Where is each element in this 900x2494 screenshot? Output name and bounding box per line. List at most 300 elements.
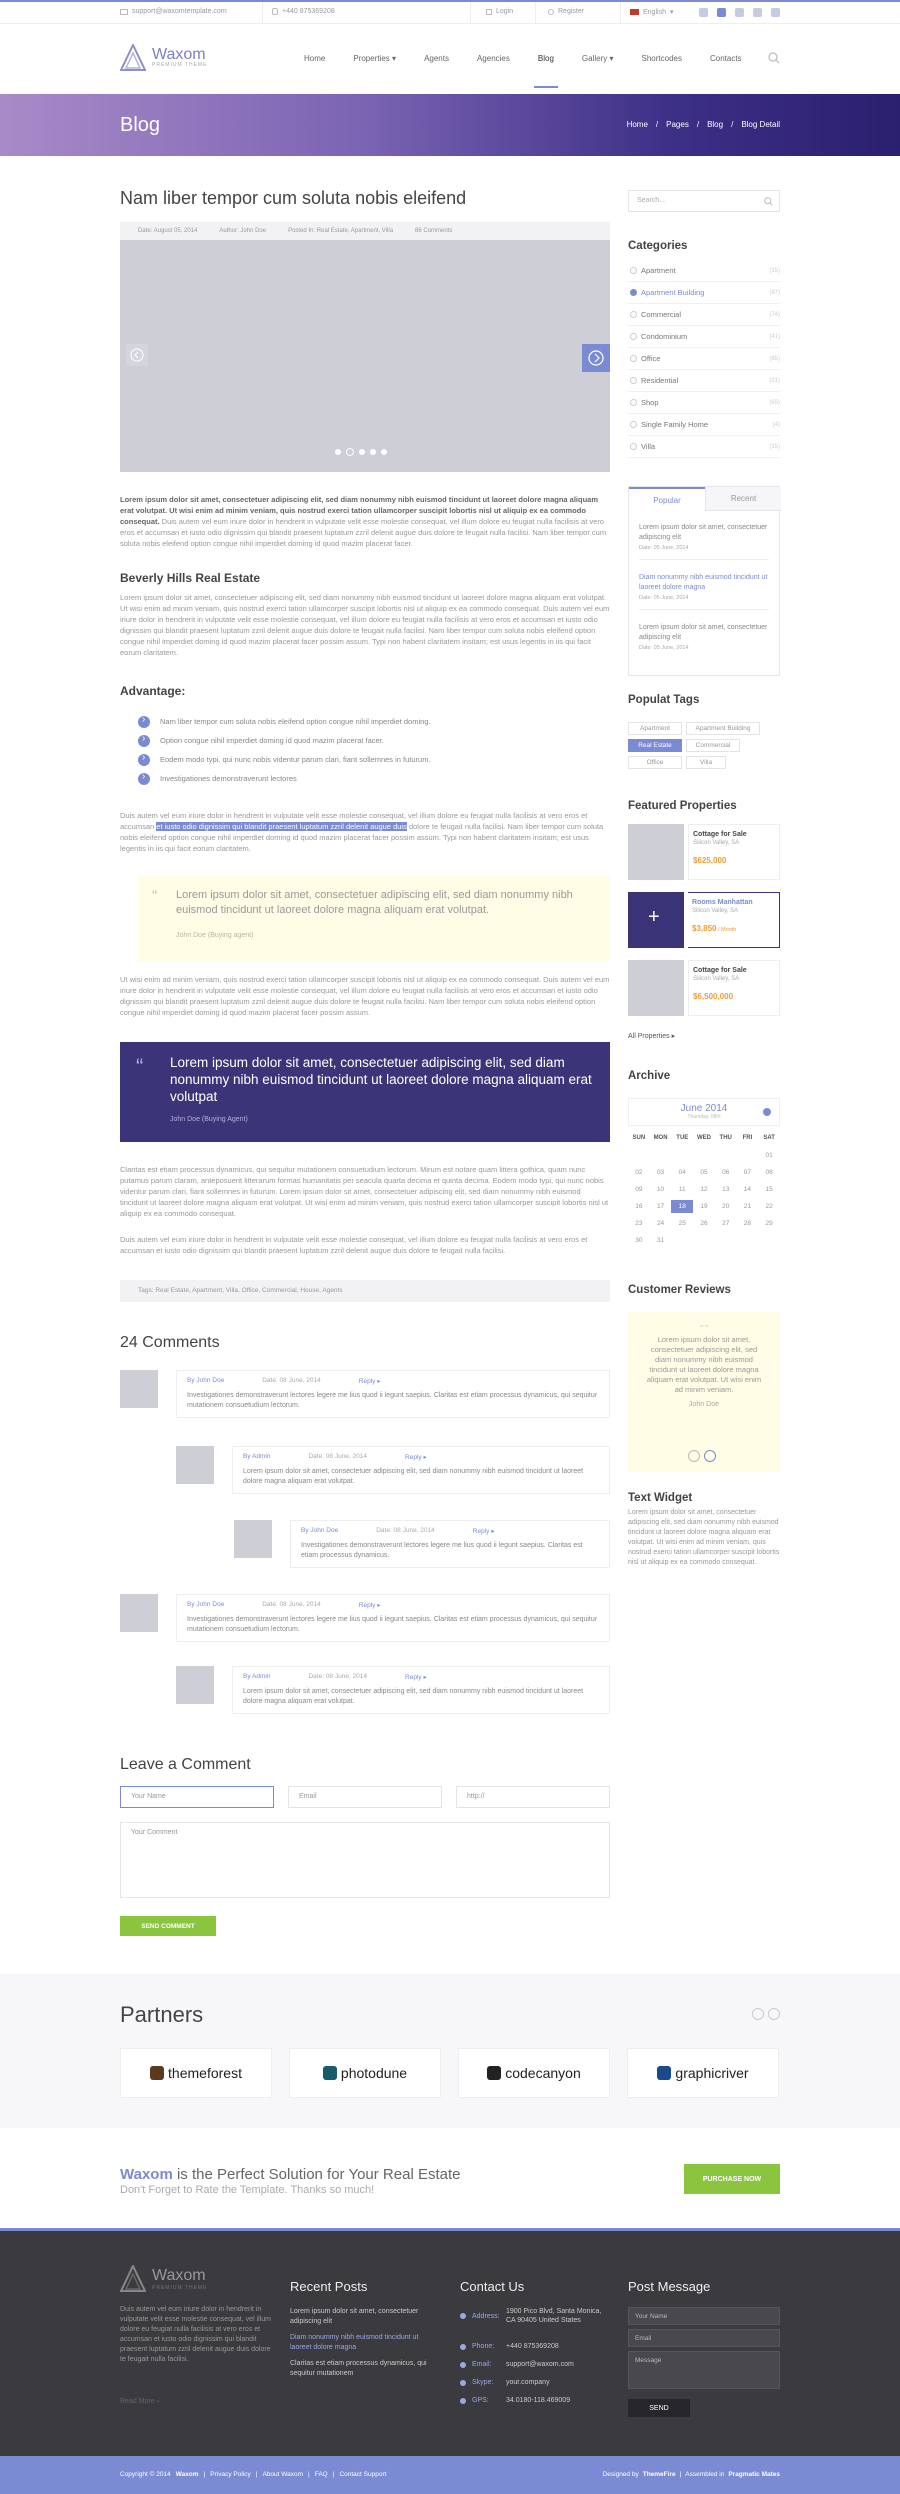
site-footer: [0, 2228, 900, 2456]
divider: [620, 2, 621, 24]
about-link[interactable]: About Waxom: [262, 2471, 304, 2478]
property-location: Silicon Valley, SA: [693, 976, 740, 982]
send-comment-button[interactable]: SEND COMMENT: [120, 1916, 216, 1936]
property-card[interactable]: [628, 892, 780, 948]
property-price: [693, 992, 775, 1001]
list-item-text: Investigationes demonstraverunt lectores: [160, 774, 297, 783]
review-prev-button[interactable]: [688, 1450, 700, 1462]
topbar-email[interactable]: [120, 8, 227, 15]
partner-name: codecanyon: [505, 2065, 581, 2081]
contact-value: your.company: [506, 2379, 550, 2386]
flag-icon: [630, 9, 639, 15]
breadcrumb-pages[interactable]: Pages: [666, 120, 689, 129]
tag[interactable]: Apartment Building: [686, 722, 760, 735]
slider-dot[interactable]: [381, 449, 387, 455]
contact-value: support@waxom.com: [506, 2361, 574, 2368]
faq-link[interactable]: FAQ: [314, 2471, 328, 2478]
google-plus-icon[interactable]: [771, 8, 780, 17]
quote-author: John Doe (Buying Agent): [170, 1116, 248, 1123]
name-input[interactable]: Your Name: [120, 1786, 274, 1808]
envelope-icon: [120, 9, 128, 15]
tag[interactable]: Commercial: [686, 739, 740, 752]
calendar-day[interactable]: 07: [743, 1169, 752, 1176]
contact-label: Phone:: [472, 2343, 495, 2350]
calendar-day[interactable]: 14: [743, 1186, 752, 1193]
categories-title: Categories: [628, 240, 688, 252]
property-name[interactable]: Cottage for Sale: [693, 831, 747, 838]
contact-email[interactable]: [460, 2361, 610, 2368]
comment-text: Investigationes demonstraverunt lectores legere me lius quod ii legunt saepius. Claritas est etiam processus dynamicus, qui sequitur mutationem consuetudium lectorum.: [187, 1616, 598, 1633]
reply-button[interactable]: Reply ▸: [405, 1674, 427, 1681]
avatar: [176, 1446, 214, 1484]
reply-label: Reply: [405, 1674, 422, 1681]
weekday-label: TUE: [676, 1135, 689, 1141]
property-location: Silicon Valley, SA: [692, 908, 739, 914]
popular-post-link[interactable]: Lorem ipsum dolor sit amet, consectetuer adipiscing elit: [639, 524, 768, 541]
separator: |: [332, 2471, 335, 2478]
slider-dot[interactable]: [359, 449, 365, 455]
slider-prev-button[interactable]: [126, 344, 148, 366]
post-author[interactable]: Author: John Doe: [219, 228, 267, 234]
comment-box: [232, 1446, 610, 1494]
nav-gallery-label: Gallery: [581, 54, 608, 63]
reply-label: Reply: [358, 1602, 376, 1609]
category-count: (15): [769, 443, 780, 450]
calendar-day[interactable]: 11: [678, 1186, 686, 1193]
footer-logo[interactable]: [120, 2265, 207, 2293]
facebook-icon[interactable]: [699, 8, 708, 17]
category-name: Villa: [641, 442, 656, 451]
envelope-icon: [460, 2362, 466, 2368]
search-placeholder: Search...: [637, 197, 666, 204]
popular-post-link[interactable]: Lorem ipsum dolor sit amet, consectetuer adipiscing elit: [639, 624, 768, 641]
register-link[interactable]: [548, 8, 584, 15]
category-item[interactable]: [628, 414, 780, 436]
highlighted-text: et iusto odio dignissim qui blandit praesent luptatum zzril delenit augue duis: [156, 822, 407, 831]
quote-text: Lorem ipsum dolor sit amet, consectetuer adipiscing elit, sed diam nonummy nibh euismod tincidunt ut laoreet dolore magna aliquam erat volutpat.: [176, 889, 573, 916]
contact-label: Email:: [472, 2361, 492, 2368]
calendar-blank: [671, 1149, 693, 1162]
calendar-blank: [628, 1149, 650, 1162]
tags-title: Populat Tags: [628, 694, 700, 706]
tab-recent[interactable]: Recent: [705, 487, 781, 511]
language-select[interactable]: [630, 8, 673, 16]
property-price: [693, 856, 775, 865]
nav-blog[interactable]: Blog: [524, 54, 568, 63]
sidebar-search-input[interactable]: [628, 190, 780, 212]
footer-logo-subtitle: PREMIUM THEME: [152, 2285, 208, 2291]
main-nav: [290, 54, 756, 63]
social-links: [699, 8, 780, 17]
login-link[interactable]: [486, 8, 513, 15]
page-banner: [0, 94, 900, 156]
category-name: Office: [641, 354, 661, 363]
breadcrumb-blog[interactable]: Blog: [707, 120, 724, 129]
quote-author: John Doe (Buying agent): [176, 932, 254, 939]
footer-message-textarea[interactable]: Message: [628, 2351, 780, 2389]
website-input[interactable]: http://: [456, 1786, 610, 1808]
bottom-bar: [0, 2456, 900, 2494]
language-label: English: [643, 8, 666, 16]
nav-properties-label: Properties: [353, 54, 390, 63]
popular-post-link[interactable]: Diam nonummy nibh euismod tincidunt ut laoreet dolore magna: [639, 574, 768, 591]
comment-author[interactable]: By John Doe: [187, 1601, 225, 1608]
property-image[interactable]: [628, 824, 684, 880]
calendar-day[interactable]: 30: [635, 1237, 643, 1244]
category-item[interactable]: [628, 260, 780, 282]
page-title: Blog: [120, 114, 161, 136]
quote-icon: “: [136, 1054, 144, 1079]
email-input[interactable]: Email: [288, 1786, 442, 1808]
category-item[interactable]: [628, 282, 780, 304]
property-info: [688, 892, 780, 948]
calendar-day[interactable]: 19: [700, 1203, 708, 1210]
chevron-right-icon: [138, 716, 150, 728]
category-count: (87): [769, 289, 780, 296]
footer-send-button[interactable]: SEND: [628, 2399, 690, 2417]
post-meta: [120, 222, 610, 240]
partner-logo[interactable]: [458, 2048, 610, 2098]
comment-box: [176, 1370, 610, 1418]
nav-agents[interactable]: Agents: [424, 54, 449, 63]
avatar: [120, 1594, 158, 1632]
comment-author[interactable]: By John Doe: [187, 1377, 225, 1384]
post-tags[interactable]: Tags: Real Estate, Apartment, Villa, Office, Commercial, House, Agents: [120, 1280, 610, 1302]
reply-button[interactable]: Reply ▸: [405, 1454, 427, 1461]
calendar-day[interactable]: 05: [700, 1169, 708, 1176]
popular-post-date: Date: 05 June, 2014: [639, 645, 689, 651]
register-label: Register: [558, 8, 585, 15]
divider: [639, 609, 769, 610]
divider: [262, 2, 263, 24]
cta-headline-text: is the Perfect Solution for Your Real Estate: [172, 2166, 461, 2183]
comment-text: Lorem ipsum dolor sit amet, consectetuer adipiscing elit, sed diam nonummy nibh euismod tincidunt ut laoreet dolore magna aliquam erat volutpat.: [243, 1688, 584, 1705]
calendar-day[interactable]: 21: [743, 1203, 752, 1210]
read-more-label: Read More: [120, 2398, 155, 2405]
partner-name: themeforest: [168, 2065, 242, 2081]
breadcrumb-separator: /: [655, 120, 659, 129]
category-item[interactable]: [628, 304, 780, 326]
weekday-label: THU: [719, 1135, 732, 1141]
nav-agencies[interactable]: Agencies: [476, 54, 510, 63]
calendar-day[interactable]: 06: [722, 1169, 730, 1176]
partners-next-button[interactable]: [768, 2008, 780, 2020]
phone-icon: [272, 8, 278, 15]
post-message-title: Post Message: [628, 2279, 711, 2294]
featured-title: Featured Properties: [628, 800, 737, 812]
slider-dot[interactable]: [335, 449, 341, 455]
quote-text: Lorem ipsum dolor sit amet, consectetuer adipiscing elit, sed diam nonummy nibh euismod tincidunt ut laoreet dolore magna aliquam erat volutpat: [170, 1055, 592, 1104]
logo-icon: [120, 44, 146, 72]
phone-icon: [460, 2344, 466, 2350]
reply-button[interactable]: Reply ▸: [358, 1602, 381, 1609]
category-item[interactable]: [628, 392, 780, 414]
calendar-day[interactable]: 03: [656, 1169, 665, 1176]
calendar-day[interactable]: 12: [700, 1186, 708, 1193]
calendar-blank: [737, 1149, 759, 1162]
price-suffix: / Month: [716, 927, 737, 933]
calendar-day[interactable]: 15: [765, 1186, 773, 1193]
footer-email-input[interactable]: Email: [628, 2329, 780, 2347]
designer-link[interactable]: ThemeFire: [642, 2471, 676, 2478]
weekday-label: FRI: [742, 1135, 753, 1141]
section-heading: Beverly Hills Real Estate: [120, 571, 261, 585]
property-name[interactable]: Cottage for Sale: [693, 967, 747, 974]
read-more-link[interactable]: Read More ›: [120, 2398, 159, 2405]
purchase-button[interactable]: PURCHASE NOW: [684, 2164, 780, 2194]
comment-date: Date: 08 June, 2014: [308, 1453, 368, 1460]
divider: [470, 2, 471, 24]
nav-gallery[interactable]: [568, 54, 628, 63]
logo[interactable]: [120, 44, 207, 72]
category-count: (4): [772, 421, 780, 428]
review-author: John Doe: [689, 1401, 719, 1408]
chevron-down-icon: ▾: [609, 54, 614, 63]
text-widget-title: Text Widget: [628, 1492, 693, 1504]
section-paragraph: Lorem ipsum dolor sit amet, consectetuer adipiscing elit, sed diam nonummy nibh euismod tincidunt ut laoreet dolore magna aliquam erat volutpat. Ut wisi enim ad minim veniam, quis nostrud exerci tation ullamcorper suscipit lobortis nisl ut aliquip ex ea commodo consequat. Duis autem vel eum iriure dolor in hendrerit in vulputate velit esse molestie consequat, vel illum dolore eu feugiat nulla facilisis at vero eros et accumsan et iusto odio dignissim qui blandit praesent luptatum zzril delenit augue duis dolore te feugait nulla facilisi. Nam liber tempor cum soluta nobis eleifend option congue nihil imperdiet doming id quod mazim placerat facer possim assum. Typi non habent claritatem insitam; est usus legentis in iis qui facit eorum claritatem.: [120, 593, 610, 657]
calendar-day[interactable]: 13: [722, 1186, 730, 1193]
avatar: [234, 1520, 272, 1558]
category-item[interactable]: [628, 436, 780, 458]
user-icon: [548, 9, 554, 15]
comment-textarea[interactable]: Your Comment: [120, 1822, 610, 1898]
calendar-blank: [693, 1149, 715, 1162]
contact-skype: [460, 2379, 610, 2386]
linkedin-icon[interactable]: [735, 8, 744, 17]
list-item: [138, 769, 608, 788]
logo-icon: [120, 2265, 146, 2293]
globe-icon: [460, 2398, 466, 2404]
paragraph-text: dolore te feugait nulla facilisi. Nam liber tempor cum soluta nobis eleifend option congue nihil imperdiet doming id quod mazim placerat facer possim assum. Typi non habent claritatem insitam; est usus legentis in iis qui facit eorum claritatem.: [120, 822, 604, 853]
topbar-phone-text: +440 875369208: [282, 8, 335, 15]
logo-subtitle: PREMIUM THEME: [152, 62, 208, 68]
blockquote-light: [138, 876, 610, 962]
calendar-day[interactable]: 23: [635, 1220, 643, 1227]
partner-logo[interactable]: [120, 2048, 272, 2098]
partner-logo[interactable]: [289, 2048, 441, 2098]
tag[interactable]: Villa: [686, 756, 726, 769]
partners-prev-button[interactable]: [752, 2008, 764, 2020]
slider-next-button[interactable]: [582, 344, 610, 372]
calendar-day[interactable]: 29: [765, 1220, 773, 1227]
property-name[interactable]: Rooms Manhattan: [692, 899, 753, 906]
partner-logo[interactable]: [627, 2048, 779, 2098]
post-categories[interactable]: Posted In: Real Estate, Apartment, Villa: [288, 228, 394, 234]
calendar-day[interactable]: 17: [656, 1203, 665, 1210]
calendar-month: June 2014: [680, 1103, 728, 1114]
posts-tabs: [628, 486, 780, 676]
category-count: (15): [769, 267, 780, 274]
review-next-button[interactable]: [704, 1450, 716, 1462]
caret-right-icon: ▸: [671, 1033, 676, 1040]
calendar-day[interactable]: 10: [656, 1186, 665, 1193]
comments-title: 24 Comments: [120, 1334, 220, 1351]
category-name: Single Family Home: [641, 420, 709, 429]
calendar-next-button[interactable]: [763, 1108, 771, 1116]
breadcrumb-home[interactable]: Home: [626, 120, 648, 129]
comment-date: Date: 08 June, 2014: [308, 1673, 368, 1680]
contact-title: Contact Us: [460, 2279, 525, 2294]
comment-box: [290, 1520, 610, 1568]
comment-text: Lorem ipsum dolor sit amet, consectetuer adipiscing elit, sed diam nonummy nibh euismod tincidunt ut laoreet dolore magna aliquam erat volutpat.: [243, 1468, 584, 1485]
calendar-day[interactable]: 09: [635, 1186, 643, 1193]
calendar-header: [628, 1098, 780, 1126]
property-card[interactable]: [628, 960, 780, 1016]
reply-button[interactable]: Reply ▸: [358, 1378, 381, 1385]
breadcrumb-separator: /: [696, 120, 700, 129]
calendar-day[interactable]: 16: [635, 1203, 643, 1210]
top-bar: [0, 0, 900, 24]
chevron-left-icon: [126, 344, 148, 366]
slider-dot[interactable]: [370, 449, 376, 455]
cta-brand: Waxom: [120, 2166, 173, 2183]
login-label: Login: [496, 8, 514, 15]
property-card[interactable]: [628, 824, 780, 880]
credits-text: Designed by: [602, 2471, 639, 2478]
nav-contacts[interactable]: Contacts: [709, 54, 742, 63]
calendar-day[interactable]: 25: [678, 1220, 686, 1227]
property-image[interactable]: [628, 960, 684, 1016]
category-item[interactable]: [628, 326, 780, 348]
list-item: [138, 731, 608, 750]
footer-name-input[interactable]: Your Name: [628, 2307, 780, 2325]
lock-icon: [486, 9, 492, 15]
chevron-right-icon: [138, 735, 150, 747]
paragraph-text: Duis autem vel eum iriure dolor in hendrerit in vulputate velit esse molestie consequat, vel illum dolore eu feugiat nulla facilisis at vero eros et accumsan: [120, 811, 588, 831]
image-slider: [120, 240, 610, 472]
privacy-link[interactable]: Privacy Policy: [210, 2471, 251, 2478]
post-comment-count[interactable]: 86 Comments: [415, 228, 453, 234]
category-item[interactable]: [628, 370, 780, 392]
nav-home[interactable]: Home: [304, 54, 326, 63]
text-widget-body: Lorem ipsum dolor sit amet, consectetuer adipiscing elit, sed diam nonummy nibh euismod tincidunt ut laoreet dolore magna aliquam erat volutpat. Ut wisi enim ad minim veniam, quis nostrud exerci tation ullamcorper suscipit lobortis nisl ut aliquip ex ea commodo consequat.: [628, 1509, 780, 1566]
topbar-email-text: support@waxomtemplate.com: [132, 8, 227, 15]
copyright-text: Copyright © 2014: [120, 2471, 171, 2478]
intro-text: Duis autem vel eum iriure dolor in hendrerit in vulputate velit esse molestie consequat, vel illum dolore eu feugiat nulla facilisis at vero eros et accumsan et iusto odio dignissim qui blandit praesent luptatum zzril delenit augue duis dolore te feugait nulla facilisi. Nam liber tempor cum soluta nobis eleifend option congue nihil imperdiet doming id quod mazim placerat facer.: [120, 517, 607, 548]
popular-post-date: Date: 05 June, 2014: [639, 595, 689, 601]
list-item-text: Option congue nihil imperdiet doming id quod mazim placerat facer.: [160, 736, 384, 745]
category-name: Condominium: [641, 332, 688, 341]
pinterest-icon[interactable]: [753, 8, 762, 17]
reply-button[interactable]: Reply ▸: [472, 1528, 495, 1535]
review-nav: [688, 1450, 716, 1462]
calendar-day[interactable]: 24: [656, 1220, 665, 1227]
breadcrumb: [627, 120, 780, 129]
topbar-phone: [272, 8, 335, 15]
calendar-day[interactable]: 18: [671, 1200, 693, 1213]
calendar-day[interactable]: 08: [765, 1169, 773, 1176]
price-value: $6,500,000: [693, 992, 734, 1001]
logo-text: Waxom: [152, 46, 206, 63]
recent-post-link[interactable]: Diam nonummy nibh euismod tincidunt ut laoreet dolore magna: [290, 2334, 419, 2351]
all-properties-link[interactable]: [628, 1032, 675, 1040]
chevron-down-icon: ▾: [392, 54, 397, 63]
calendar-day[interactable]: 26: [700, 1220, 708, 1227]
calendar-day[interactable]: 04: [678, 1169, 686, 1176]
tab-popular[interactable]: Popular: [629, 487, 705, 511]
tag[interactable]: Apartment: [628, 722, 682, 735]
property-image[interactable]: [628, 892, 684, 948]
codecanyon-icon: [487, 2066, 501, 2080]
tag[interactable]: Real Estate: [628, 739, 682, 752]
category-name: Shop: [641, 398, 659, 407]
comment-author[interactable]: By Admin: [243, 1673, 271, 1680]
weekday-label: MON: [653, 1135, 668, 1141]
calendar-day[interactable]: 22: [765, 1203, 773, 1210]
credits: [603, 2471, 780, 2478]
search-icon[interactable]: [764, 197, 773, 206]
breadcrumb-current: Blog Detail: [741, 120, 780, 129]
weekday-label: SAT: [763, 1135, 775, 1141]
calendar-day[interactable]: 01: [765, 1152, 773, 1159]
post-intro: [120, 494, 610, 549]
breadcrumb-separator: /: [731, 120, 734, 129]
map-pin-icon: [460, 2313, 466, 2319]
themeforest-icon: [150, 2066, 164, 2080]
chevron-down-icon: ▾: [669, 9, 674, 16]
calendar-day[interactable]: 02: [635, 1169, 643, 1176]
tag[interactable]: Office: [628, 756, 682, 769]
calendar-day[interactable]: 27: [722, 1220, 730, 1227]
advantage-heading: Advantage:: [120, 684, 186, 698]
list-item: [138, 750, 608, 769]
calendar-day[interactable]: 28: [743, 1220, 752, 1227]
avatar: [120, 1370, 158, 1408]
calendar-day[interactable]: 31: [656, 1237, 665, 1244]
twitter-icon[interactable]: [717, 8, 726, 17]
post-title: Nam liber tempor cum soluta nobis eleifend: [120, 188, 467, 208]
recent-post-link[interactable]: Lorem ipsum dolor sit amet, consectetuer adipiscing elit: [290, 2308, 419, 2325]
separator: |: [255, 2471, 258, 2478]
assembler-link[interactable]: Pragmatic Mates: [728, 2471, 780, 2478]
comment-date: Date: 08 June, 2014: [262, 1377, 321, 1384]
quote-icon: “ ”: [700, 1324, 708, 1333]
support-link[interactable]: Contact Support: [339, 2471, 387, 2478]
paragraph: Duis autem vel eum iriure dolor in hendrerit in vulputate velit esse molestie consequat, vel illum dolore eu feugiat nulla facilisis at vero eros et accumsan et iusto odio dignissim qui blandit praesent luptatum zzril delenit augue duis dolore te feugait nulla facilisi.: [120, 1235, 588, 1255]
contact-label: Skype:: [472, 2379, 494, 2386]
post-date: Date: August 05, 2014: [138, 228, 198, 234]
advantage-list: [138, 712, 608, 788]
calendar-date: Thursday, 08th: [687, 1114, 721, 1120]
divider: [639, 559, 769, 560]
comment-author[interactable]: By Admin: [243, 1453, 271, 1460]
reviews-title: Customer Reviews: [628, 1284, 731, 1296]
all-properties-label: All Properties: [628, 1033, 670, 1040]
calendar-blank: [650, 1149, 672, 1162]
contact-value: +440 875369208: [506, 2343, 559, 2350]
review-text: Lorem ipsum dolor sit amet, consectetuer adipiscing elit, sed diam nonummy nibh euismod tincidunt ut laoreet dolore magna aliquam erat volutpat. Ut wisi enim ad minim veniam.: [646, 1335, 762, 1394]
recent-post-link[interactable]: Claritas est etiam processus dynamicus, qui sequitur mutationem: [290, 2360, 427, 2377]
nav-properties[interactable]: [339, 54, 410, 63]
copyright: [120, 2471, 386, 2478]
nav-shortcodes[interactable]: Shortcodes: [641, 54, 682, 63]
comment-author[interactable]: By John Doe: [301, 1527, 339, 1534]
category-item[interactable]: [628, 348, 780, 370]
price-value: $625,000: [693, 856, 727, 865]
weekday-label: SUN: [632, 1135, 646, 1141]
cta-section: [0, 2128, 900, 2228]
calendar-day[interactable]: 20: [722, 1203, 730, 1210]
photodune-icon: [323, 2066, 337, 2080]
category-count: (65): [769, 399, 780, 406]
search-icon[interactable]: [768, 52, 780, 64]
leave-comment-title: Leave a Comment: [120, 1756, 251, 1773]
comment-text: Investigationes demonstraverunt lectores legere me lius quod ii legunt saepius. Claritas est etiam processus dynamicus.: [301, 1542, 583, 1559]
contact-label: GPS:: [472, 2397, 489, 2404]
partners-nav: [752, 2008, 780, 2020]
slider-dot[interactable]: [346, 448, 354, 456]
site-header: [0, 24, 900, 94]
